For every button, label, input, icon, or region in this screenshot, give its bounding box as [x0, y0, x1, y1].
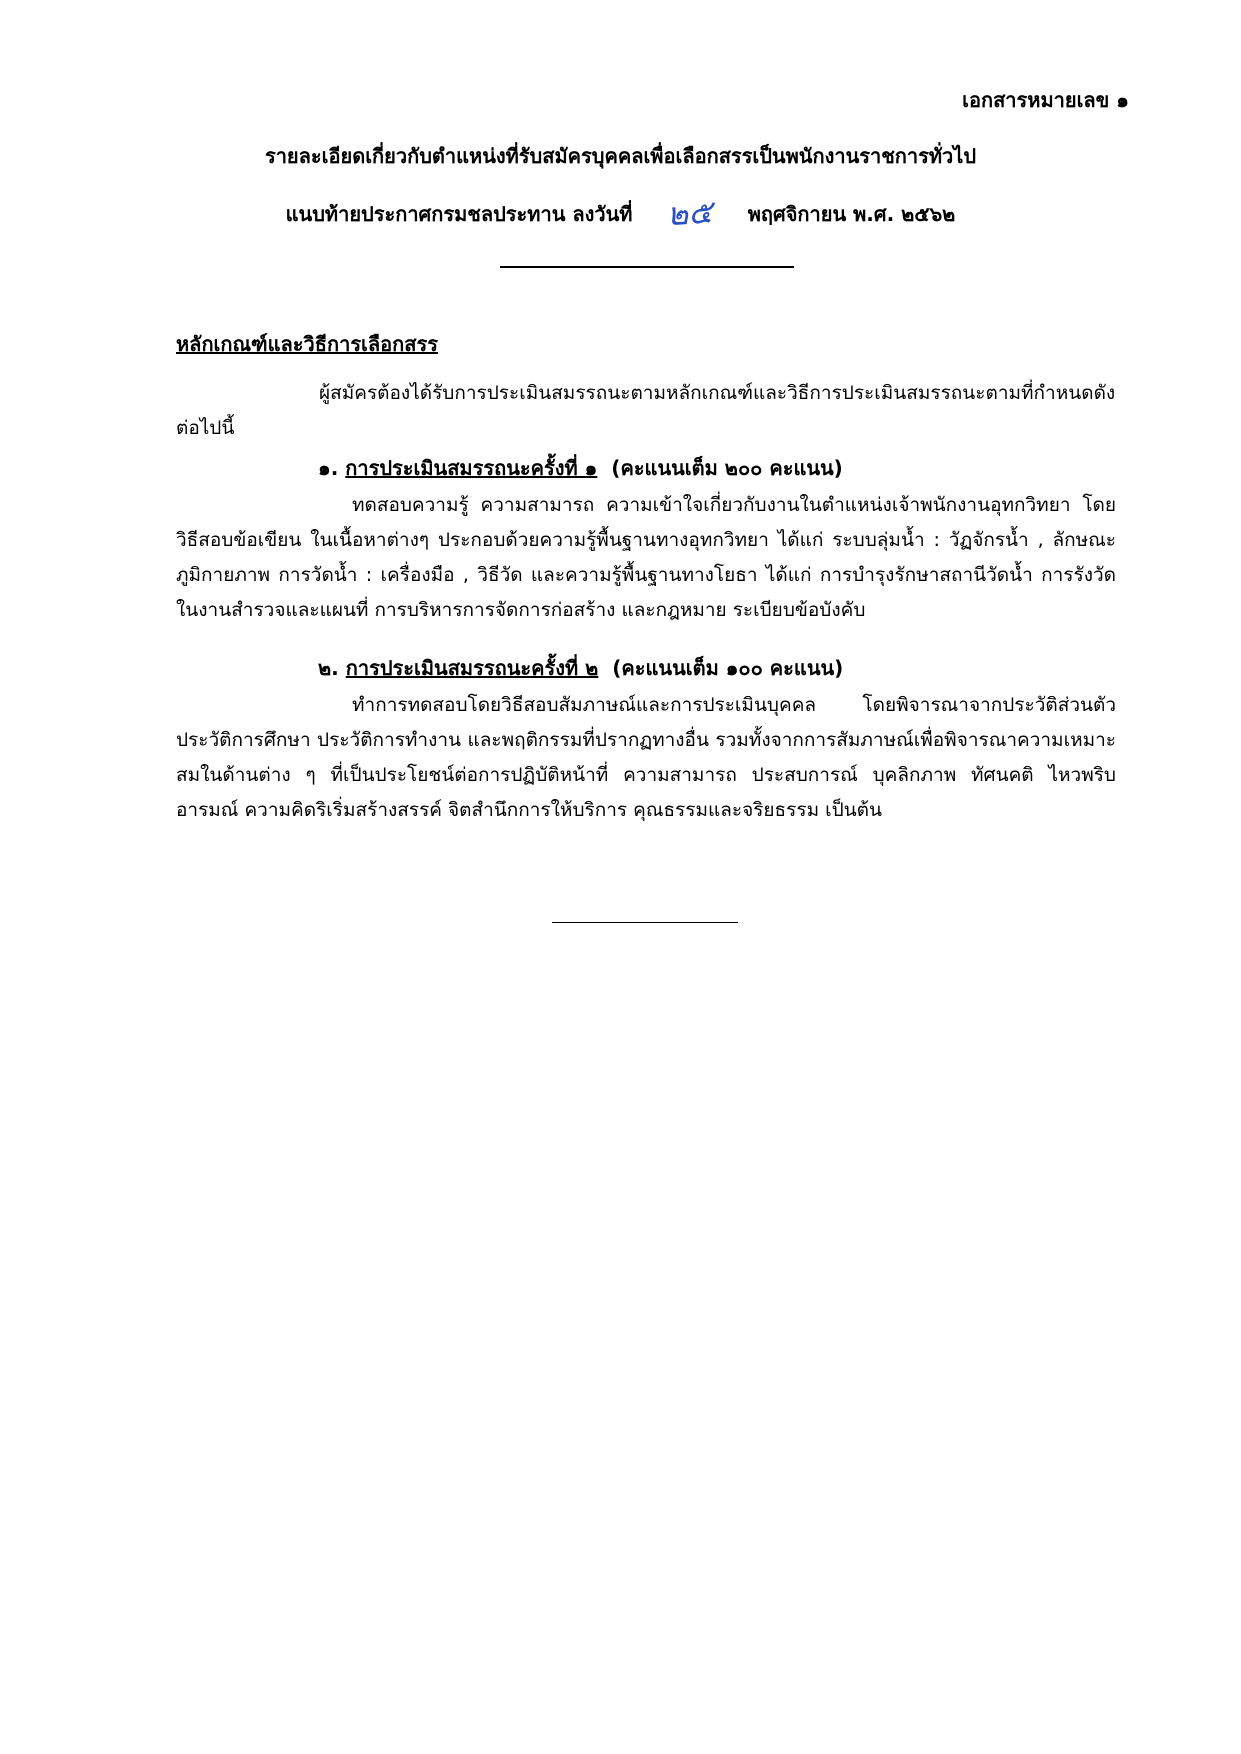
- announcement-line: [0, 190, 1241, 241]
- assessment-1-title: การประเมินสมรรถนะครั้งที่ ๑: [345, 456, 598, 480]
- announcement-date: พฤศจิกายน พ.ศ. ๒๕๖๒: [747, 202, 956, 226]
- assessment-2-number: ๒.: [318, 656, 339, 680]
- assessment-2-score: (คะแนนเต็ม ๑๐๐ คะแนน): [612, 656, 844, 680]
- end-divider: [552, 922, 738, 923]
- handwritten-day: ๒๕: [666, 192, 714, 234]
- intro-paragraph: ผู้สมัครต้องได้รับการประเมินสมรรถนะตามหลักเกณฑ์และวิธีการประเมินสมรรถนะตามที่กำหนดดังต่อไปนี้: [176, 382, 1116, 439]
- assessment-1-score: (คะแนนเต็ม ๒๐๐ คะแนน): [611, 456, 843, 480]
- assessment-1-heading: [318, 452, 843, 484]
- assessment-1-number: ๑.: [318, 456, 339, 480]
- document-number: เอกสารหมายเลข ๑: [962, 88, 1129, 112]
- announcement-prefix: แนบท้ายประกาศกรมชลประทาน ลงวันที่: [285, 202, 633, 226]
- document-title: รายละเอียดเกี่ยวกับตำแหน่งที่รับสมัครบุคคลเพื่อเลือกสรรเป็นพนักงานราชการทั่วไป: [264, 144, 977, 168]
- title-divider: [500, 266, 794, 268]
- section-heading: หลักเกณฑ์และวิธีการเลือกสรร: [176, 332, 438, 356]
- assessment-2-title: การประเมินสมรรถนะครั้งที่ ๒: [345, 656, 599, 680]
- assessment-1-body: ทดสอบความรู้ ความสามารถ ความเข้าใจเกี่ยวกับงานในตำแหน่งเจ้าพนักงานอุทกวิทยา โดยวิธีสอบข้อเขียน ในเนื้อหาต่างๆ ประกอบด้วยความรู้พื้นฐานทางอุทกวิทยา ได้แก่ ระบบลุ่มน้ำ : วัฏจักรน้ำ , ลักษณะภูมิกายภาพ การวัดน้ำ : เครื่องมือ , วิธีวัด และความรู้พื้นฐานทางโยธา ได้แก่ การบำรุงรักษาสถานีวัดน้ำ การรังวัดในงานสำรวจและแผนที่ การบริหารการจัดการก่อสร้าง และกฎหมาย ระเบียบข้อบังคับ: [176, 494, 1116, 621]
- assessment-2-body: ทำการทดสอบโดยวิธีสอบสัมภาษณ์และการประเมินบุคคล โดยพิจารณาจากประวัติส่วนตัว ประวัติการศึกษา ประวัติการทำงาน และพฤติกรรมที่ปรากฏทางอื่น รวมทั้งจากการสัมภาษณ์เพื่อพิจารณาความเหมาะสมในด้านต่าง ๆ ที่เป็นประโยชน์ต่อการปฏิบัติหน้าที่ ความสามารถ ประสบการณ์ บุคลิกภาพ ทัศนคติ ไหวพริบ อารมณ์ ความคิดริเริ่มสร้างสรรค์ จิตสำนึกการให้บริการ คุณธรรมและจริยธรรม เป็นต้น: [176, 694, 1116, 821]
- assessment-2-heading: [318, 652, 843, 684]
